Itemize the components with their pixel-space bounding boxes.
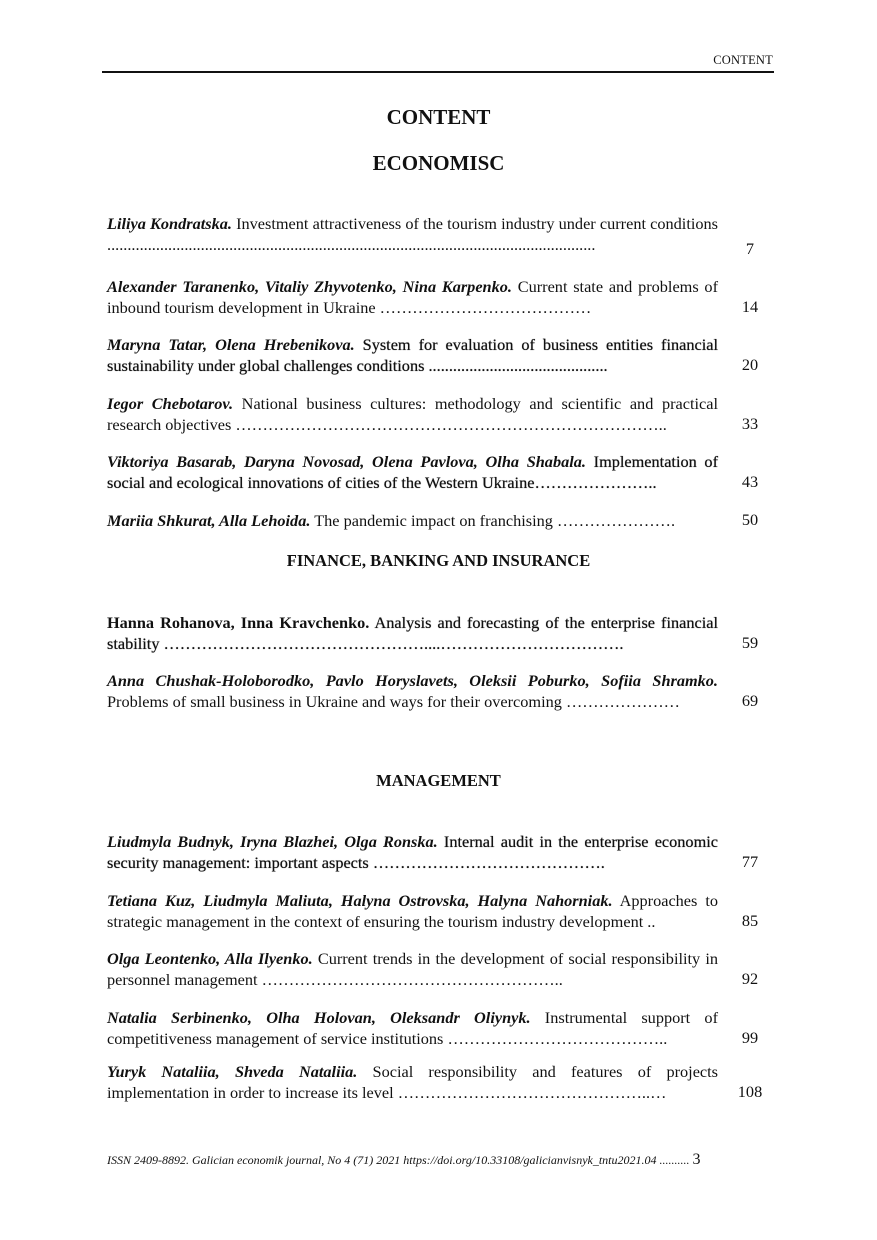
entry-page-number: 50 [741,510,759,529]
entry-page-number: 20 [741,355,759,374]
page-title: CONTENT [386,105,491,129]
header-rule [102,71,774,73]
entry-authors: Tetiana Kuz, Liudmyla Maliuta, Halyna Ostrovska, Halyna Nahorniak. [107,891,613,910]
entry-title: Social responsibility and features of projects implementation in order to increase its level ………………………………………..… [107,1062,719,1102]
entry-title: Implementation of social and ecological innovations of cities of the Western Ukraine………………….. [107,452,718,492]
entry-page-number: 108 [737,1082,763,1101]
toc-entry[interactable] [107,393,718,435]
entry-page-number: 77 [741,852,759,871]
toc-entry[interactable] [107,334,718,376]
entry-page-number: 99 [741,1028,759,1047]
entry-title: Approaches to strategic management in the context of ensuring the tourism industry development .. [107,891,718,931]
toc-entry[interactable] [107,451,718,493]
entry-page-number: 59 [741,633,759,652]
entry-page-number: 43 [741,472,759,491]
entry-authors: Natalia Serbinenko, Olha Holovan, Oleksandr Oliynyk. [107,1008,531,1027]
entry-page-number: 14 [741,297,759,316]
entry-title: Analysis and forecasting of the enterprise financial stability …………………………………………....……………………………. [107,613,718,653]
entry-authors: Yuryk Nataliia, Shveda Nataliia. [107,1062,358,1081]
entry-authors: Liliya Kondratska. [107,214,232,233]
entry-title: The pandemic impact on franchising …………………. [310,511,676,530]
entry-authors: Olga Leontenko, Alla Ilyenko. [107,949,313,968]
entry-page-number: 85 [741,911,759,930]
entry-authors: Liudmyla Budnyk, Iryna Blazhei, Olga Ronska. [107,832,438,851]
section-heading-management: MANAGEMENT [376,771,501,790]
toc-entry[interactable] [107,948,718,990]
entry-authors: Maryna Tatar, Olena Hrebenikova. [107,335,355,354]
entry-page-number: 69 [741,691,759,710]
entry-page-number: 33 [741,414,759,433]
footer-page-number: 3 [692,1151,701,1168]
entry-page-number: 7 [745,239,755,258]
entry-title: National business cultures: methodology and scientific and practical research objectives …………………………………………………………………….. [107,394,718,434]
toc-entry[interactable] [107,276,718,318]
entry-authors: Alexander Taranenko, Vitaliy Zhyvotenko, Nina Karpenko. [107,277,512,296]
entry-title: Instrumental support of competitiveness management of service institutions ………………………………….. [107,1008,718,1048]
entry-title: Internal audit in the enterprise economic security management: important aspects ……………………………………. [107,832,718,872]
running-head: CONTENT [713,53,773,67]
toc-entry[interactable] [107,510,718,531]
toc-entry[interactable] [107,670,718,712]
entry-authors: Hanna Rohanova, Inna Kravchenko. [107,613,370,632]
toc-entry[interactable] [107,890,718,932]
section-heading-finance: FINANCE, BANKING AND INSURANCE [286,551,591,570]
entry-authors: Mariia Shkurat, Alla Lehoida. [107,511,311,530]
toc-entry[interactable] [107,1007,718,1049]
entry-title: Current state and problems of inbound tourism development in Ukraine ………………………………… [107,277,718,317]
toc-entry[interactable] [107,831,718,873]
page-footer [107,1151,701,1169]
toc-entry[interactable] [107,612,718,654]
entry-title: System for evaluation of business entities financial sustainability under global challenges conditions ............................................ [107,335,718,375]
entry-page-number: 92 [741,969,759,988]
entry-authors: Viktoriya Basarab, Daryna Novosad, Olena Pavlova, Olha Shabala. [107,452,586,471]
section-heading-economics: ECONOMISC [372,151,505,175]
toc-entry[interactable] [107,213,718,255]
entry-title: Current trends in the development of social responsibility in personnel management ……………………………………………….. [107,949,718,989]
toc-entry[interactable] [107,1061,718,1103]
entry-title: Problems of small business in Ukraine and ways for their overcoming ………………… [107,692,680,711]
entry-authors: Anna Chushak-Holoborodko, Pavlo Horyslavets, Oleksii Poburko, Sofiia Shramko. [107,671,718,690]
entry-title: Investment attractiveness of the tourism industry under current conditions ........................................................................................................................ [107,214,718,254]
footer-citation: ISSN 2409-8892. Galician economik journal, No 4 (71) 2021 https://doi.org/10.33108/galicianvisnyk_tntu2021.04 .......... [107,1153,690,1167]
entry-authors: Iegor Chebotarov. [107,394,234,413]
